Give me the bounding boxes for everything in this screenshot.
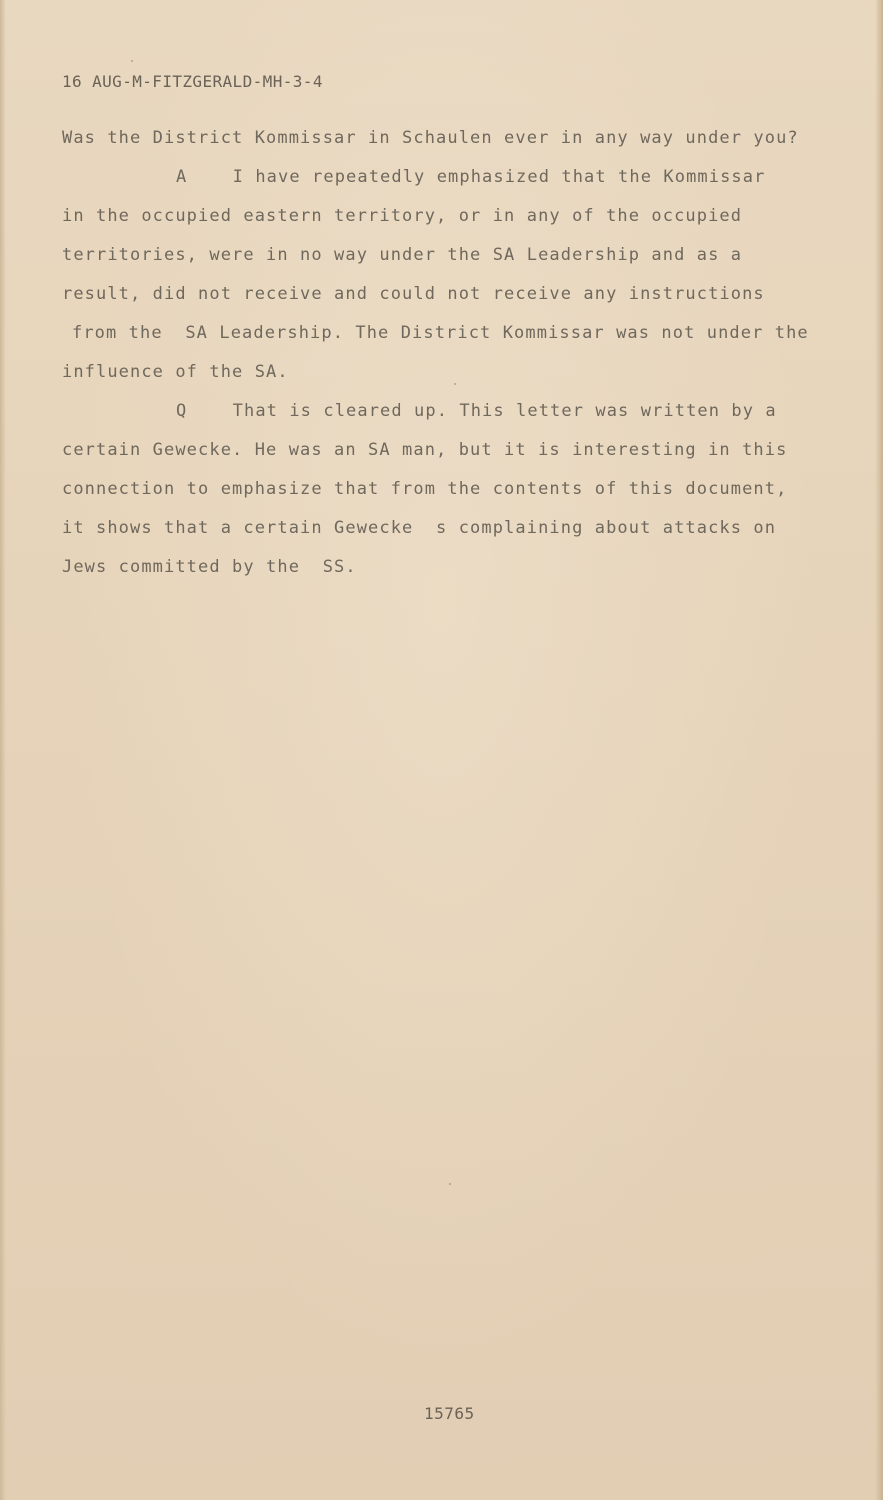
paper-speck: [131, 60, 133, 62]
text-line: influence of the SA.: [62, 362, 289, 382]
text-line: it shows that a certain Gewecke s complaining about attacks on: [62, 518, 777, 538]
text-line: Q That is cleared up. This letter was written by a: [176, 401, 777, 421]
paper-speck: [454, 383, 456, 385]
page-edge-left: [0, 0, 6, 1500]
text-line: territories, were in no way under the SA Leadership and as a: [62, 245, 743, 265]
page-number: 15765: [424, 1404, 475, 1423]
paper-speck: [449, 1183, 451, 1185]
text-line: A I have repeatedly emphasized that the Kommissar: [176, 167, 766, 187]
text-line: Was the District Kommissar in Schaulen ever in any way under you?: [62, 128, 799, 148]
document-header: 16 AUG-M-FITZGERALD-MH-3-4: [62, 72, 323, 91]
page-edge-right: [875, 0, 883, 1500]
text-line: certain Gewecke. He was an SA man, but it is interesting in this: [62, 440, 788, 460]
text-line: Jews committed by the SS.: [62, 557, 357, 577]
text-line: connection to emphasize that from the contents of this document,: [62, 479, 788, 499]
text-line: in the occupied eastern territory, or in any of the occupied: [62, 206, 743, 226]
text-line: result, did not receive and could not receive any instructions: [62, 284, 765, 304]
text-line: from the SA Leadership. The District Kommissar was not under the: [72, 323, 809, 343]
